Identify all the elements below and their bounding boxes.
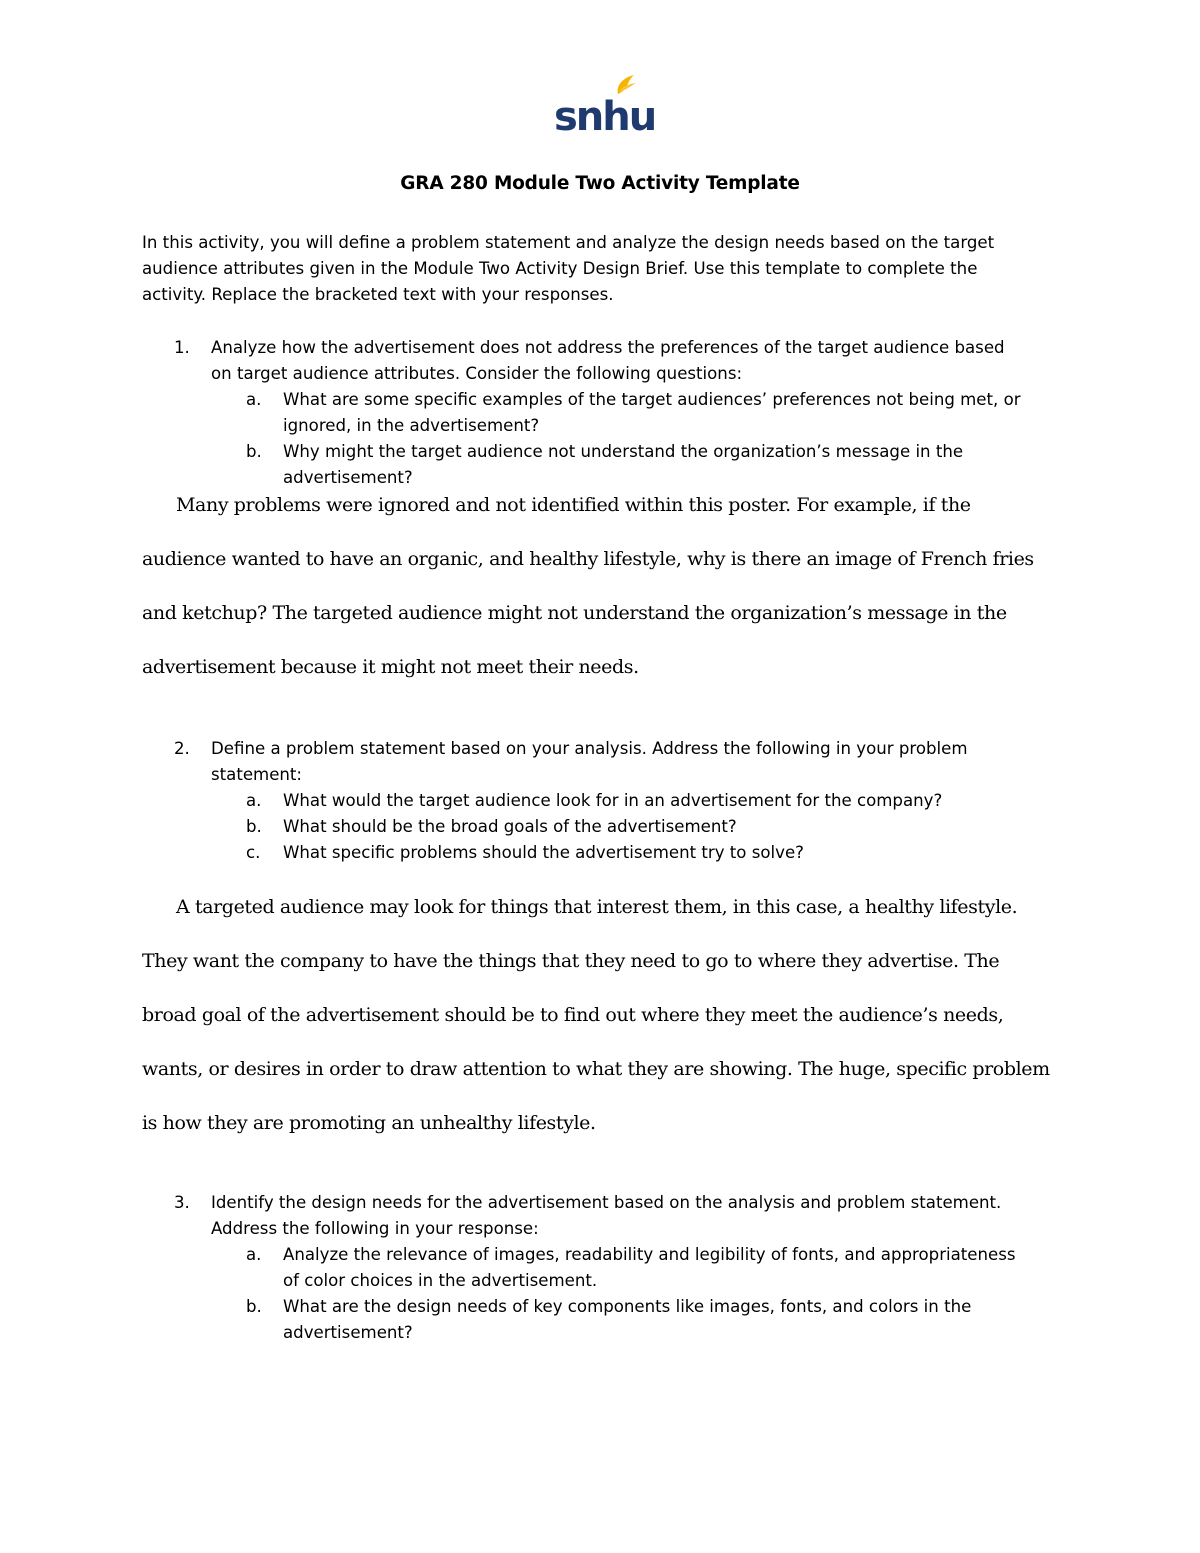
answer-1 — [142, 478, 1072, 694]
intro-line: audience attributes given in the Module Two Activity Design Brief. Use this template to complete the — [142, 259, 978, 278]
sub-question-line: advertisement? — [283, 468, 413, 487]
answer-line: and ketchup? The targeted audience might not understand the organization’s message in the — [142, 602, 1007, 624]
sub-question-line: Analyze the relevance of images, readability and legibility of fonts, and appropriateness — [283, 1245, 1016, 1264]
answer-line: audience wanted to have an organic, and healthy lifestyle, why is there an image of French fries — [142, 548, 1034, 570]
question-line: Address the following in your response: — [211, 1219, 539, 1238]
sub-question-line: What specific problems should the advertisement try to solve? — [283, 843, 804, 862]
sub-question-line: What are the design needs of key components like images, fonts, and colors in the — [283, 1297, 972, 1316]
answer-line: broad goal of the advertisement should be to find out where they meet the audience’s needs, — [142, 1004, 1004, 1026]
question-line: on target audience attributes. Consider the following questions: — [211, 364, 743, 383]
answer-line: Many problems were ignored and not identified within this poster. For example, if the — [176, 494, 971, 516]
intro-line: activity. Replace the bracketed text with your responses. — [142, 285, 614, 304]
question-2 — [0, 736, 1200, 866]
question-1 — [0, 335, 1200, 491]
answer-line: advertisement because it might not meet their needs. — [142, 656, 639, 678]
sub-question-letter: a. — [246, 791, 262, 810]
sub-question-letter: a. — [246, 390, 262, 409]
snhu-logo — [552, 72, 656, 140]
question-number: 2. — [174, 739, 190, 758]
question-number: 3. — [174, 1193, 190, 1212]
snhu-logo-graphic — [552, 72, 656, 140]
sub-question-line: Why might the target audience not understand the organization’s message in the — [283, 442, 964, 461]
sub-question-letter: c. — [246, 843, 261, 862]
page-title: GRA 280 Module Two Activity Template — [400, 173, 800, 194]
answer-line: A targeted audience may look for things that interest them, in this case, a healthy lifestyle. — [176, 896, 1018, 918]
question-number: 1. — [174, 338, 190, 357]
snhu-logo-text: snhu — [554, 94, 656, 140]
answer-line: wants, or desires in order to draw attention to what they are showing. The huge, specific problem — [142, 1058, 1050, 1080]
sub-question-letter: a. — [246, 1245, 262, 1264]
question-line: Analyze how the advertisement does not address the preferences of the target audience based — [211, 338, 1005, 357]
question-line: Define a problem statement based on your analysis. Address the following in your problem — [211, 739, 968, 758]
question-3 — [0, 1190, 1200, 1346]
question-line: Identify the design needs for the advertisement based on the analysis and problem statement. — [211, 1193, 1002, 1212]
answer-line: is how they are promoting an unhealthy lifestyle. — [142, 1112, 596, 1134]
sub-question-line: What would the target audience look for in an advertisement for the company? — [283, 791, 943, 810]
sub-question-line: ignored, in the advertisement? — [283, 416, 540, 435]
answer-2 — [142, 880, 1072, 1150]
sub-question-line: What should be the broad goals of the advertisement? — [283, 817, 737, 836]
intro-paragraph — [142, 230, 1052, 308]
sub-question-letter: b. — [246, 1297, 262, 1316]
intro-line: In this activity, you will define a problem statement and analyze the design needs based on the target — [142, 233, 995, 252]
answer-line: They want the company to have the things that they need to go to where they advertise. The — [142, 950, 1000, 972]
sub-question-line: What are some specific examples of the target audiences’ preferences not being met, or — [283, 390, 1021, 409]
sub-question-line: of color choices in the advertisement. — [283, 1271, 598, 1290]
sub-question-letter: b. — [246, 817, 262, 836]
sub-question-line: advertisement? — [283, 1323, 413, 1342]
question-line: statement: — [211, 765, 303, 784]
sub-question-letter: b. — [246, 442, 262, 461]
